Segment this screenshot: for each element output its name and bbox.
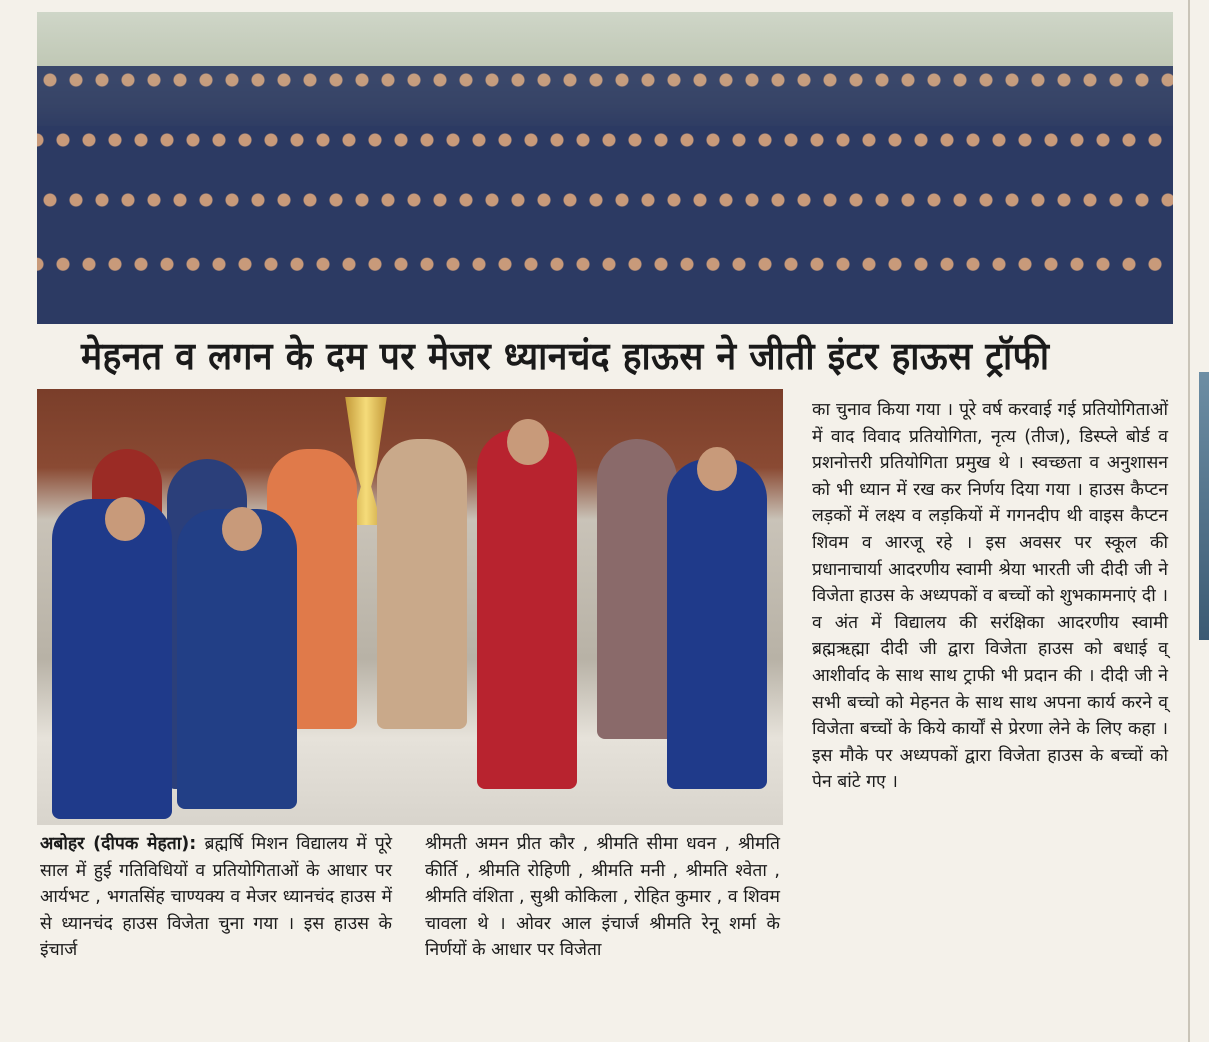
- photo-person: [597, 439, 677, 739]
- photo-head: [507, 419, 549, 465]
- photo-person: [667, 459, 767, 789]
- column-divider: [1188, 0, 1190, 1042]
- photo-head: [697, 447, 737, 491]
- article-column-left: [40, 831, 392, 964]
- article-dateline: अबोहर (दीपक मेहता):: [40, 834, 197, 854]
- photo-person: [52, 499, 172, 819]
- photo-head: [222, 507, 262, 551]
- article-column-middle: [425, 831, 780, 964]
- next-headline-fragment: [37, 1024, 1173, 1042]
- group-photo: [37, 12, 1173, 324]
- article-text: ब्रह्मर्षि मिशन विद्यालय में पूरे साल में हुई गतिविधियों व प्रतियोगिताओं के आधार पर आर्यभट , भगतसिंह चाण्यक्य व मेजर ध्यानचंद हाउस में से ध्यानचंद हाउस विजेता चुना गया । इस हाउस के इंचार्ज: [40, 834, 392, 961]
- article-text: का चुनाव किया गया । पूरे वर्ष करवाई गई प्रतियोगिताओं में वाद विवाद प्रतियोगिता, नृत्य (तीज), डिस्प्ले बोर्ड व प्रशनोत्तरी प्रतियोगिता प्रमुख थे । स्वच्छता व अनुशासन को भी ध्यान में रख कर निर्णय दिया गया । हाउस कैप्टन लड़कों में लक्ष्य व लड़कियों में गगनदीप थी वाइस कैप्टन शिवम व आरजू रहे । इस अवसर पर स्कूल की प्रधानाचार्या आदरणीय स्वामी श्रेया भारती जी दीदी जी ने विजेता हाउस के अध्यपकों व बच्चों को शुभकामनाएं दी । व अंत में विद्यालय की सरंक्षिका आदरणीय स्वामी ब्रह्मऋह्मा दीदी जी द्वारा विजेता हाउस को बधाई व् आशीर्वाद के साथ साथ ट्राफी भी प्रदान की । दीदी जी ने सभी बच्चो को मेहनत के साथ साथ अपना कार्य करने व् विजेता बच्चों के किये कार्यों से प्रेरणा लेने के लिए कहा । इस मौके पर अध्यपकों द्वारा विजेता हाउस के बच्चों को पेन बांटे गए ।: [812, 400, 1168, 793]
- article-column-right: [812, 397, 1168, 796]
- photo-person: [377, 439, 467, 729]
- photo-person: [177, 509, 297, 809]
- adjacent-photo-fragment: [1199, 372, 1209, 640]
- article-text: श्रीमती अमन प्रीत कौर , श्रीमति सीमा धवन , श्रीमति कीर्ति , श्रीमति रोहिणी , श्रीमति मनी , श्रीमति श्वेता , श्रीमति वंशिता , सुश्री कोकिला , रोहित कुमार , व शिवम चावला थे । ओवर आल इंचार्ज श्रीमति रेनू शर्मा के निर्णयों के आधार पर विजेता: [425, 834, 780, 961]
- photo-person: [477, 429, 577, 789]
- trophy-ceremony-photo: [37, 389, 783, 825]
- photo-crowd-row: [37, 232, 1173, 324]
- article-paragraph: [40, 831, 392, 964]
- photo-head: [105, 497, 145, 541]
- article-headline: मेहनत व लगन के दम पर मेजर ध्यानचंद हाऊस ने जीती इंटर हाऊस ट्रॉफी: [80, 334, 1050, 378]
